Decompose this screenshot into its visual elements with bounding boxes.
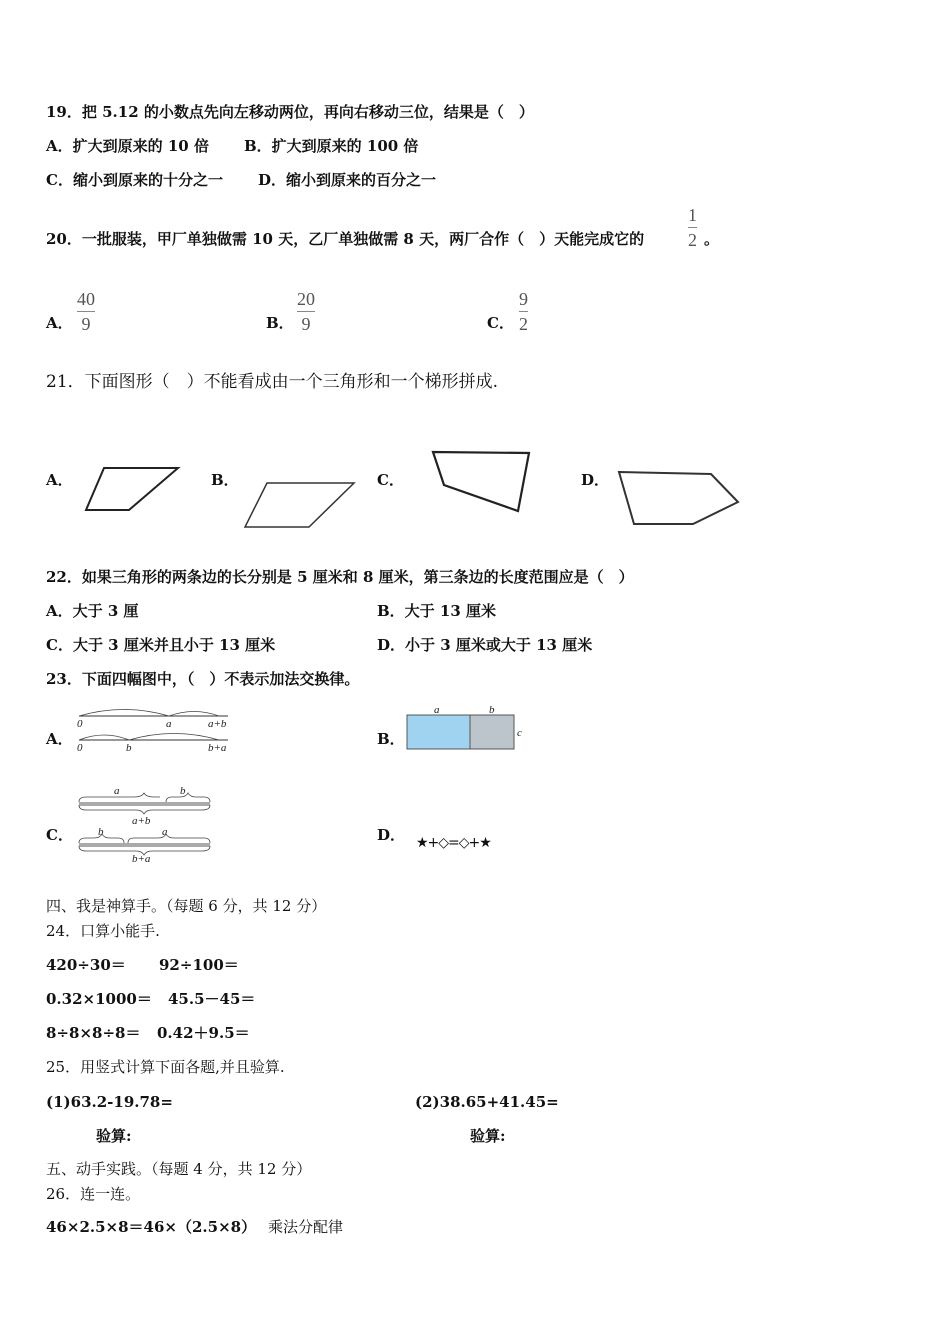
q23-option-b-label: B． — [377, 730, 405, 748]
q25-problem-1: (1)63.2-19.78= — [46, 1093, 173, 1111]
figure-b-label-c: c — [517, 727, 522, 739]
gray-rectangle — [470, 715, 514, 749]
q23-figure-b-rectangles — [405, 703, 535, 753]
blue-rectangle — [407, 715, 470, 749]
figure-a-label-a-plus-b: a+b — [208, 718, 227, 730]
q20-option-a-fraction — [77, 289, 95, 334]
q25-check-label-2: 验算: — [470, 1127, 506, 1145]
figure-c-label-a-2: a — [162, 826, 168, 838]
q19-option-b: B．扩大到原来的 100 倍 — [244, 137, 419, 155]
q23-stem: 23．下面四幅图中，（ ）不表示加法交换律。 — [46, 670, 360, 688]
q21-option-b-label: B． — [211, 471, 239, 489]
q21-stem: 21．下面图形（ ）不能看成由一个三角形和一个梯形拼成. — [46, 372, 499, 392]
figure-a-label-b: b — [126, 742, 132, 754]
q19-option-c: C．缩小到原来的十分之一 — [46, 171, 223, 189]
fraction-denominator: 2 — [519, 314, 528, 334]
figure-c-label-b: b — [180, 785, 186, 797]
figure-a-label-a: a — [166, 718, 172, 730]
q24-item: 92÷100＝ — [159, 956, 239, 974]
fraction-denominator: 9 — [81, 314, 91, 334]
q22-stem: 22．如果三角形的两条边的长分别是 5 厘米和 8 厘米，第三条边的长度范围应是（ ） — [46, 568, 634, 586]
q19-stem: 19．把 5.12 的小数点先向左移动两位，再向右移动三位，结果是（ ） — [46, 103, 534, 121]
q25-problem-2: (2)38.65+41.45= — [415, 1093, 559, 1111]
q21-option-a-label: A． — [46, 471, 73, 489]
figure-a-label-b-plus-a: b+a — [208, 742, 227, 754]
q20-stem: 20．一批服装，甲厂单独做需 10 天，乙厂单独做需 8 天，两厂合作（ ）天能完成它的 — [46, 230, 645, 248]
q20-stem-end: 。 — [704, 230, 720, 248]
q23-figure-c-braces — [76, 783, 216, 863]
q25-stem: 25．用竖式计算下面各题,并且验算. — [46, 1058, 285, 1076]
q20-option-a-label: A． — [46, 314, 73, 332]
q24-item: 45.5－45＝ — [168, 990, 256, 1008]
figure-a-label-zero: 0 — [77, 718, 83, 730]
fraction-denominator: 9 — [301, 314, 311, 334]
q21-option-d-label: D． — [581, 471, 610, 489]
fraction-denominator: 2 — [688, 230, 697, 250]
fraction-bar — [688, 227, 697, 228]
figure-c-label-b-2: b — [98, 826, 104, 838]
q19-option-a: A．扩大到原来的 10 倍 — [46, 137, 209, 155]
q20-stem-fraction — [688, 205, 697, 250]
q20-option-b-fraction — [297, 289, 315, 334]
q23-option-a-label: A． — [46, 730, 73, 748]
fraction-numerator: 40 — [77, 289, 95, 309]
fraction-bar — [77, 311, 95, 312]
q24-stem: 24．口算小能手. — [46, 922, 160, 940]
q21-figure-c-quadrilateral — [428, 448, 543, 516]
figure-b-label-a: a — [434, 704, 440, 716]
figure-c-label-b-plus-a: b+a — [132, 853, 151, 865]
section-5-heading: 五、动手实践。（每题 4 分，共 12 分） — [46, 1160, 312, 1178]
q26-stem: 26．连一连。 — [46, 1185, 141, 1203]
q19-option-d: D．缩小到原来的百分之一 — [258, 171, 437, 189]
q24-item: 0.42＋9.5＝ — [157, 1024, 250, 1042]
q22-option-b: B．大于 13 厘米 — [377, 602, 496, 620]
q24-item: 420÷30＝ — [46, 956, 126, 974]
q26-right-law: 乘法分配律 — [268, 1218, 344, 1236]
fraction-numerator: 1 — [688, 205, 697, 225]
q22-option-a: A．大于 3 厘 — [46, 602, 139, 620]
figure-a-label-zero-2: 0 — [77, 742, 83, 754]
q20-option-b-label: B． — [266, 314, 294, 332]
figure-b-label-b: b — [489, 704, 495, 716]
q21-figure-d-pentagon — [617, 469, 742, 527]
section-4-heading: 四、我是神算手。（每题 6 分，共 12 分） — [46, 897, 327, 915]
q23-option-c-label: C． — [46, 826, 73, 844]
q21-option-c-label: C． — [377, 471, 404, 489]
q20-option-c-label: C． — [487, 314, 514, 332]
q22-option-c: C．大于 3 厘米并且小于 13 厘米 — [46, 636, 276, 654]
q21-figure-b-parallelogram — [243, 481, 358, 529]
fraction-numerator: 9 — [519, 289, 528, 309]
fraction-bar — [297, 311, 315, 312]
q23-option-d-label: D． — [377, 826, 406, 844]
fraction-numerator: 20 — [297, 289, 315, 309]
q26-left-expression: 46×2.5×8＝46×（2.5×8） — [46, 1218, 257, 1236]
q25-check-label-1: 验算: — [96, 1127, 132, 1145]
q24-item: 0.32×1000＝ — [46, 990, 152, 1008]
q21-figure-a-parallelogram — [84, 466, 184, 516]
q24-item: 8÷8×8÷8＝ — [46, 1024, 141, 1042]
q23-figure-d-star-diamond: ★+◇=◇+★ — [416, 835, 491, 851]
fraction-bar — [519, 311, 528, 312]
q22-option-d: D．小于 3 厘米或大于 13 厘米 — [377, 636, 593, 654]
q23-figure-a-number-lines — [76, 705, 236, 755]
figure-c-label-a-plus-b: a+b — [132, 815, 151, 827]
q20-option-c-fraction — [519, 289, 528, 334]
figure-c-label-a: a — [114, 785, 120, 797]
